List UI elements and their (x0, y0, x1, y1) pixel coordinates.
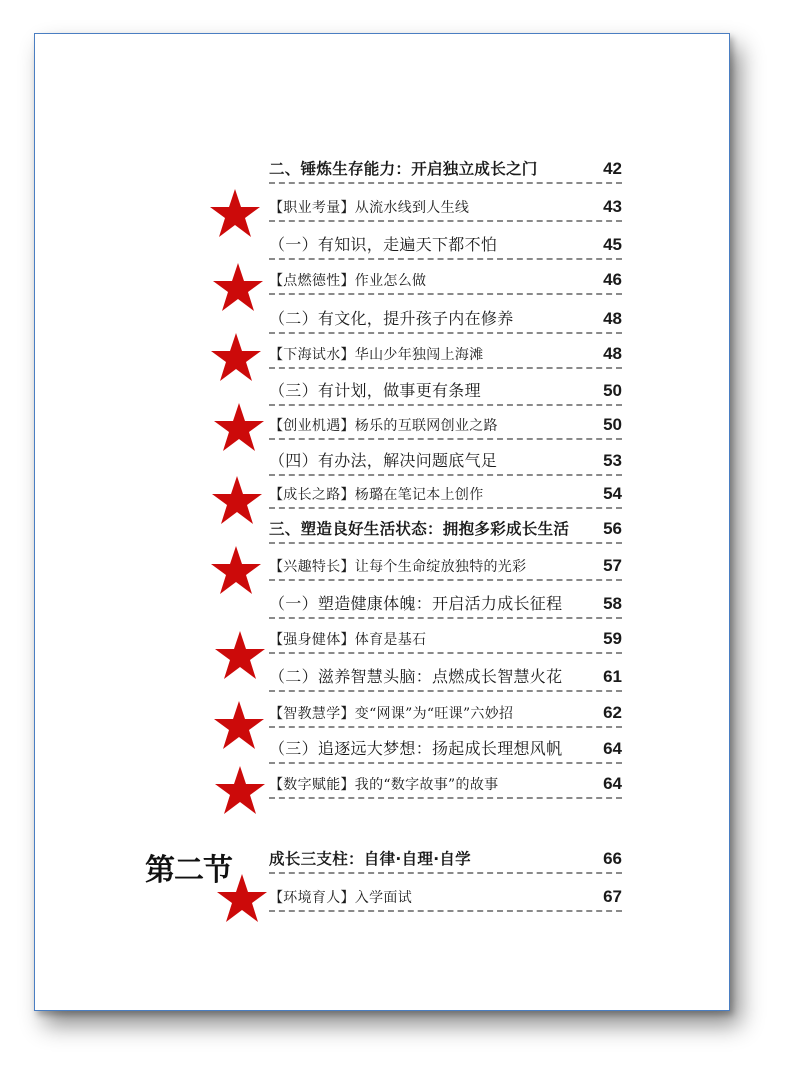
toc-entry-title: 【下海试水】华山少年独闯上海滩 (269, 347, 484, 363)
toc-entry-page: 48 (603, 309, 622, 328)
toc-entry-page: 66 (603, 849, 622, 868)
red-star-icon (213, 402, 265, 452)
red-star-icon (211, 475, 263, 525)
toc-entry-page: 64 (603, 739, 622, 758)
red-star-icon (216, 873, 268, 923)
toc-entry (269, 557, 622, 581)
toc-entry-page: 59 (603, 629, 622, 648)
toc-entry-title: 【智教慧学】变“网课”为“旺课”六妙招 (269, 706, 514, 722)
toc-entry (269, 740, 622, 764)
red-star-icon (209, 188, 261, 238)
toc-entry (269, 888, 622, 912)
toc-entry-page: 48 (603, 344, 622, 363)
toc-entry (269, 630, 622, 654)
toc-entry-title: （二）有文化，提升孩子内在修养 (269, 309, 514, 328)
toc-entry (269, 271, 622, 295)
toc-entry-page: 61 (603, 667, 622, 686)
toc-entry-title: 【兴趣特长】让每个生命绽放独特的光彩 (269, 559, 527, 575)
red-star-icon (210, 332, 262, 382)
toc-entry (269, 595, 622, 619)
toc-entry (269, 416, 622, 440)
toc-entry-page: 58 (603, 594, 622, 613)
toc-entry-title: 三、塑造良好生活状态：拥抱多彩成长生活 (269, 520, 570, 538)
toc-entry-title: 【创业机遇】杨乐的互联网创业之路 (269, 418, 498, 434)
toc-entry-page: 53 (603, 451, 622, 470)
toc-entry (269, 382, 622, 406)
toc-entry-page: 57 (603, 556, 622, 575)
toc-entry-page: 50 (603, 381, 622, 400)
toc-entry (269, 704, 622, 728)
toc-entry-page: 42 (603, 159, 622, 178)
toc-entry-page: 50 (603, 415, 622, 434)
toc-entry-page: 67 (603, 887, 622, 906)
toc-entry-title: （一）有知识，走遍天下都不怕 (269, 235, 498, 254)
red-star-icon (213, 700, 265, 750)
toc-entry-title: 【成长之路】杨璐在笔记本上创作 (269, 487, 484, 503)
toc-entry-page: 62 (603, 703, 622, 722)
toc-entry-title: 【职业考量】从流水线到人生线 (269, 200, 470, 216)
toc-entry (269, 345, 622, 369)
toc-entry (269, 485, 622, 509)
toc-entry (269, 236, 622, 260)
toc-entry-title: （四）有办法，解决问题底气足 (269, 451, 498, 470)
toc-entry-title: （二）滋养智慧头脑：点燃成长智慧火花 (269, 667, 563, 686)
toc-entry-title: （三）追逐远大梦想：扬起成长理想风帆 (269, 739, 563, 758)
toc-entry (269, 520, 622, 544)
red-star-icon (214, 765, 266, 815)
toc-entry-page: 45 (603, 235, 622, 254)
toc-entry (269, 850, 622, 874)
toc-entry (269, 668, 622, 692)
toc-entry (269, 452, 622, 476)
toc-entry-page: 54 (603, 484, 622, 503)
toc-entry (269, 775, 622, 799)
toc-entry (269, 160, 622, 184)
toc-entry-page: 56 (603, 519, 622, 538)
toc-entry-page: 46 (603, 270, 622, 289)
toc-entry-title: （三）有计划，做事更有条理 (269, 381, 481, 400)
section-label: 第二节 (145, 853, 232, 888)
toc-entry-title: （一）塑造健康体魄：开启活力成长征程 (269, 594, 563, 613)
toc-entry-page: 64 (603, 774, 622, 793)
red-star-icon (210, 545, 262, 595)
red-star-icon (212, 262, 264, 312)
toc-entry-title: 【强身健体】体育是基石 (269, 632, 427, 648)
toc-entry (269, 310, 622, 334)
toc-entry-title: 【环境育人】入学面试 (269, 890, 412, 906)
toc-entry-title: 成长三支柱：自律·自理·自学 (269, 850, 471, 868)
toc-entry-title: 二、锤炼生存能力：开启独立成长之门 (269, 160, 538, 178)
toc-entry-title: 【数字赋能】我的“数字故事”的故事 (269, 777, 499, 793)
toc-entry-page: 43 (603, 197, 622, 216)
toc-entry-title: 【点燃德性】作业怎么做 (269, 273, 427, 289)
red-star-icon (214, 630, 266, 680)
toc-entry (269, 198, 622, 222)
